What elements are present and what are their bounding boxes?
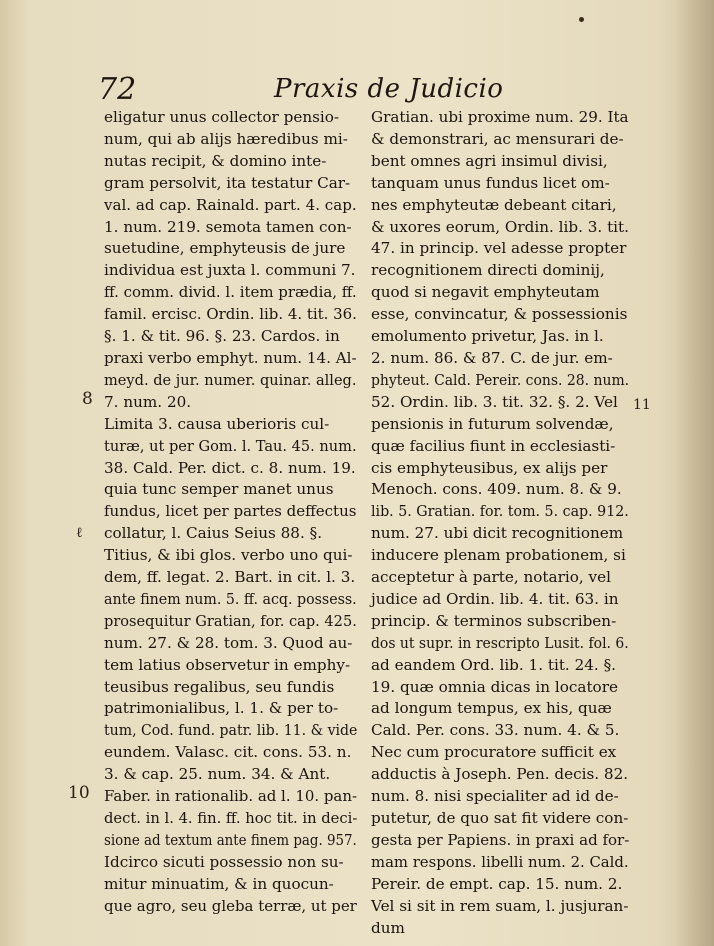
text-line: dos ut supr. in rescripto Lusit. fol. 6. xyxy=(371,633,629,652)
text-line: num. 8. nisi specialiter ad id de- xyxy=(371,787,619,806)
text-line: mitur minuatim, & in quocun- xyxy=(104,874,334,893)
text-line: tum, Cod. fund. patr. lib. 11. & vide xyxy=(104,721,358,740)
text-line: patrimonialibus, l. 1. & per to- xyxy=(104,699,339,718)
page-gutter-shadow xyxy=(674,0,714,946)
text-line: famil. ercisc. Ordin. lib. 4. tit. 36. xyxy=(104,305,357,324)
text-line: teusibus regalibus, seu fundis xyxy=(104,677,335,696)
margin-number-11: 11 xyxy=(633,397,651,413)
text-line: suetudine, emphyteusis de jure xyxy=(104,239,346,258)
text-line: quod si negavit emphyteutam xyxy=(371,283,600,302)
text-line: ad eandem Ord. lib. 1. tit. 24. §. xyxy=(371,655,616,674)
text-line: Gratian. ubi proxime num. 29. Ita xyxy=(371,108,629,126)
text-line: 2. num. 86. & 87. C. de jur. em- xyxy=(371,348,613,367)
text-line: pensionis in futurum solvendæ, xyxy=(371,414,614,433)
text-line: lib. 5. Gratian. for. tom. 5. cap. 912. xyxy=(371,502,629,521)
text-line: num. 27. & 28. tom. 3. Quod au- xyxy=(104,633,353,652)
text-line: emolumento privetur, Jas. in l. xyxy=(371,327,604,346)
text-line: 3. & cap. 25. num. 34. & Ant. xyxy=(104,765,331,784)
text-line: dect. in l. 4. fin. ff. hoc tit. in deci- xyxy=(104,809,358,827)
text-line: 19. quæ omnia dicas in locatore xyxy=(371,677,618,696)
text-line: ante finem num. 5. ff. acq. possess. xyxy=(104,589,357,608)
page-header xyxy=(98,72,688,112)
text-line: dem, ff. legat. 2. Bart. in cit. l. 3. xyxy=(104,568,356,587)
text-line: esse, convincatur, & possessionis xyxy=(371,305,628,324)
text-line: acceptetur à parte, notario, vel xyxy=(371,568,611,587)
text-line: prosequitur Gratian, for. cap. 425. xyxy=(104,611,357,630)
text-line: bent omnes agri insimul divisi, xyxy=(371,151,608,170)
left-column xyxy=(104,107,357,918)
text-line: praxi verbo emphyt. num. 14. Al- xyxy=(104,348,357,367)
text-line: que agro, seu gleba terræ, ut per xyxy=(104,896,357,915)
text-line: dum xyxy=(371,918,405,937)
text-line: Cald. Per. cons. 33. num. 4. & 5. xyxy=(371,721,620,740)
text-line: collatur, l. Caius Seius 88. §. xyxy=(104,524,323,543)
text-line: quæ facilius fiunt in ecclesiasti- xyxy=(371,436,616,455)
text-line: gesta per Papiens. in praxi ad for- xyxy=(371,830,630,849)
text-line: ad longum tempus, ex his, quæ xyxy=(371,699,612,718)
ink-speck xyxy=(579,17,584,22)
text-line: num. 27. ubi dicit recognitionem xyxy=(371,524,624,543)
text-line: tem latius observetur in emphy- xyxy=(104,655,351,674)
right-column xyxy=(371,107,629,939)
margin-number-8: 8 xyxy=(82,389,93,409)
text-line: fundus, licet per partes deffectus xyxy=(104,502,357,521)
text-line: §. 1. & tit. 96. §. 23. Cardos. in xyxy=(104,327,340,346)
text-line: gram persolvit, ita testatur Car- xyxy=(104,173,351,192)
text-line: putetur, de quo sat fit videre con- xyxy=(371,809,629,827)
text-line: eligatur unus collector pensio- xyxy=(104,108,340,126)
text-line: ff. comm. divid. l. item prædia, ff. xyxy=(104,283,357,302)
text-line: judice ad Ordin. lib. 4. tit. 63. in xyxy=(371,589,619,608)
text-line: turæ, ut per Gom. l. Tau. 45. num. xyxy=(104,436,357,455)
margin-number-10: 10 xyxy=(68,783,90,803)
text-line: val. ad cap. Rainald. part. 4. cap. xyxy=(104,195,357,214)
text-line: num, qui ab alijs hæredibus mi- xyxy=(104,129,348,148)
text-line: Faber. in rationalib. ad l. 10. pan- xyxy=(104,787,358,806)
text-line: nes emphyteutæ debeant citari, xyxy=(371,195,617,214)
text-line: sione ad textum ante finem pag. 957. xyxy=(104,830,357,849)
margin-mark: ℓ xyxy=(76,525,83,541)
text-line: inducere plenam probationem, si xyxy=(371,546,626,565)
text-line: meyd. de jur. numer. quinar. alleg. xyxy=(104,370,357,389)
text-line: Titius, & ibi glos. verbo uno qui- xyxy=(104,546,353,565)
text-line: phyteut. Cald. Pereir. cons. 28. num. xyxy=(371,370,630,389)
text-line: Idcirco sicuti possessio non su- xyxy=(104,852,344,871)
text-line: Vel si sit in rem suam, l. jusjuran- xyxy=(371,896,629,915)
text-line: & demonstrari, ac mensurari de- xyxy=(371,129,624,148)
text-line: recognitionem directi dominij, xyxy=(371,261,605,280)
text-line: 38. Cald. Per. dict. c. 8. num. 19. xyxy=(104,458,356,477)
text-line: Menoch. cons. 409. num. 8. & 9. xyxy=(371,480,622,499)
text-line: mam respons. libelli num. 2. Cald. xyxy=(371,852,629,871)
text-line: 47. in princip. vel adesse propter xyxy=(371,239,627,258)
text-line: individua est juxta l. communi 7. xyxy=(104,261,356,280)
text-line: nutas recipit, & domino inte- xyxy=(104,151,327,170)
running-head: Praxis de Judicio xyxy=(274,74,504,104)
text-line: Pereir. de empt. cap. 15. num. 2. xyxy=(371,874,623,893)
text-line: 1. num. 219. semota tamen con- xyxy=(104,217,352,236)
page-number: 72 xyxy=(98,72,137,107)
text-line: Limita 3. causa uberioris cul- xyxy=(104,414,330,433)
text-line: princip. & terminos subscriben- xyxy=(371,611,617,630)
text-line: 7. num. 20. xyxy=(104,392,192,411)
text-line: tanquam unus fundus licet om- xyxy=(371,173,610,192)
text-line: Nec cum procuratore sufficit ex xyxy=(371,743,617,762)
text-line: 52. Ordin. lib. 3. tit. 32. §. 2. Vel xyxy=(371,392,618,411)
text-line: cis emphyteusibus, ex alijs per xyxy=(371,458,608,477)
text-line: adductis à Joseph. Pen. decis. 82. xyxy=(371,765,629,784)
text-line: quia tunc semper manet unus xyxy=(104,480,334,499)
text-line: eundem. Valasc. cit. cons. 53. n. xyxy=(104,743,352,762)
text-line: & uxores eorum, Ordin. lib. 3. tit. xyxy=(371,217,629,236)
